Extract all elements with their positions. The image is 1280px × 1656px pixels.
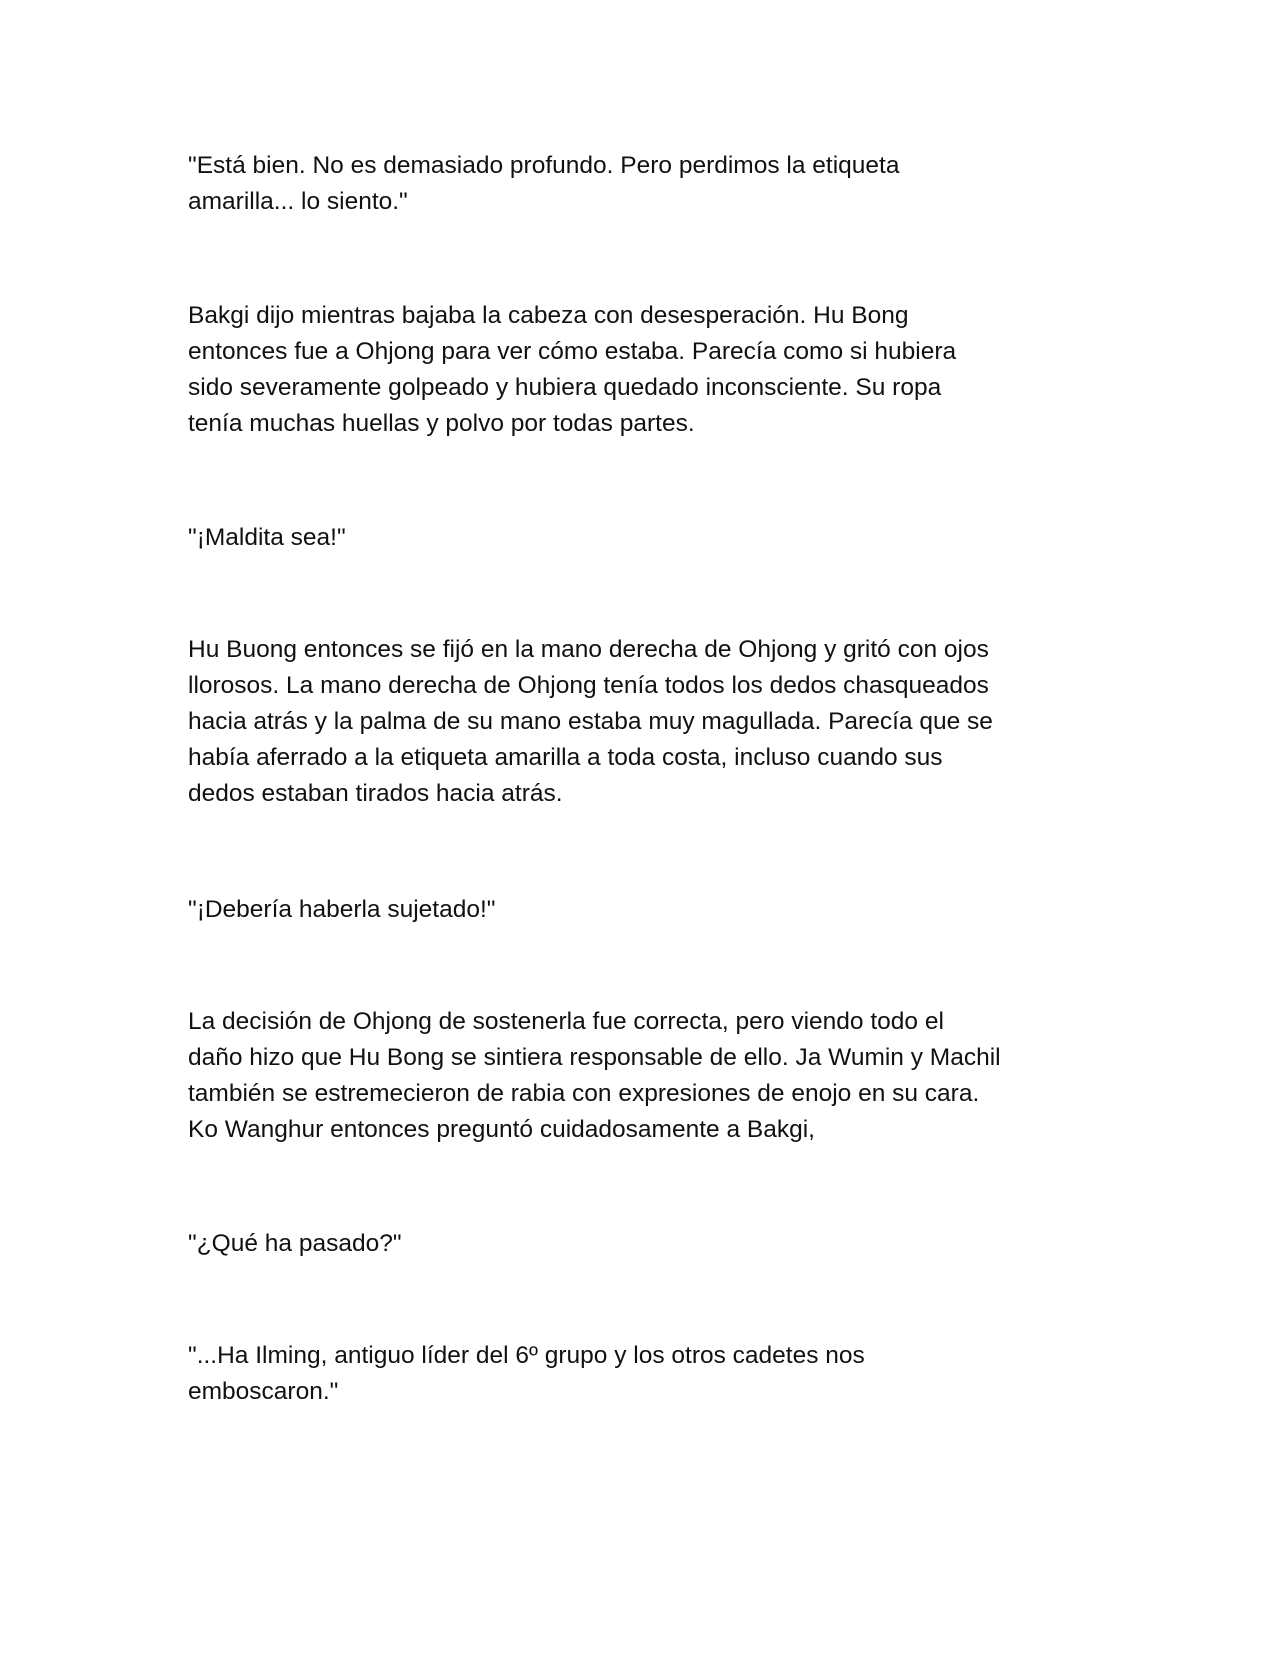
paragraph-7: "¿Qué ha pasado?"	[188, 1230, 402, 1257]
paragraph-1: "Está bien. No es demasiado profundo. Pero perdimos la etiqueta amarilla... lo siento."	[188, 152, 900, 215]
paragraph-5: "¡Debería haberla sujetado!"	[188, 896, 496, 923]
paragraph-3: "¡Maldita sea!"	[188, 524, 346, 551]
paragraph-2: Bakgi dijo mientras bajaba la cabeza con desesperación. Hu Bong entonces fue a Ohjong para ver cómo estaba. Parecía como si hubiera sido severamente golpeado y hubiera quedado inconsciente. Su ropa tenía muchas huellas y polvo por todas partes.	[188, 302, 957, 437]
paragraph-6: La decisión de Ohjong de sostenerla fue correcta, pero viendo todo el daño hizo que Hu Bong se sintiera responsable de ello. Ja Wumin y Machil también se estremecieron de rabia con expresiones de enojo en su cara. Ko Wanghur entonces preguntó cuidadosamente a Bakgi,	[188, 1008, 1001, 1143]
paragraph-8: "...Ha Ilming, antiguo líder del 6º grupo y los otros cadetes nos emboscaron."	[188, 1342, 865, 1405]
paragraph-4: Hu Buong entonces se fijó en la mano derecha de Ohjong y gritó con ojos llorosos. La mano derecha de Ohjong tenía todos los dedos chasqueados hacia atrás y la palma de su mano estaba muy magullada. Parecía que se había aferrado a la etiqueta amarilla a toda costa, incluso cuando sus dedos estaban tirados hacia atrás.	[188, 636, 993, 807]
